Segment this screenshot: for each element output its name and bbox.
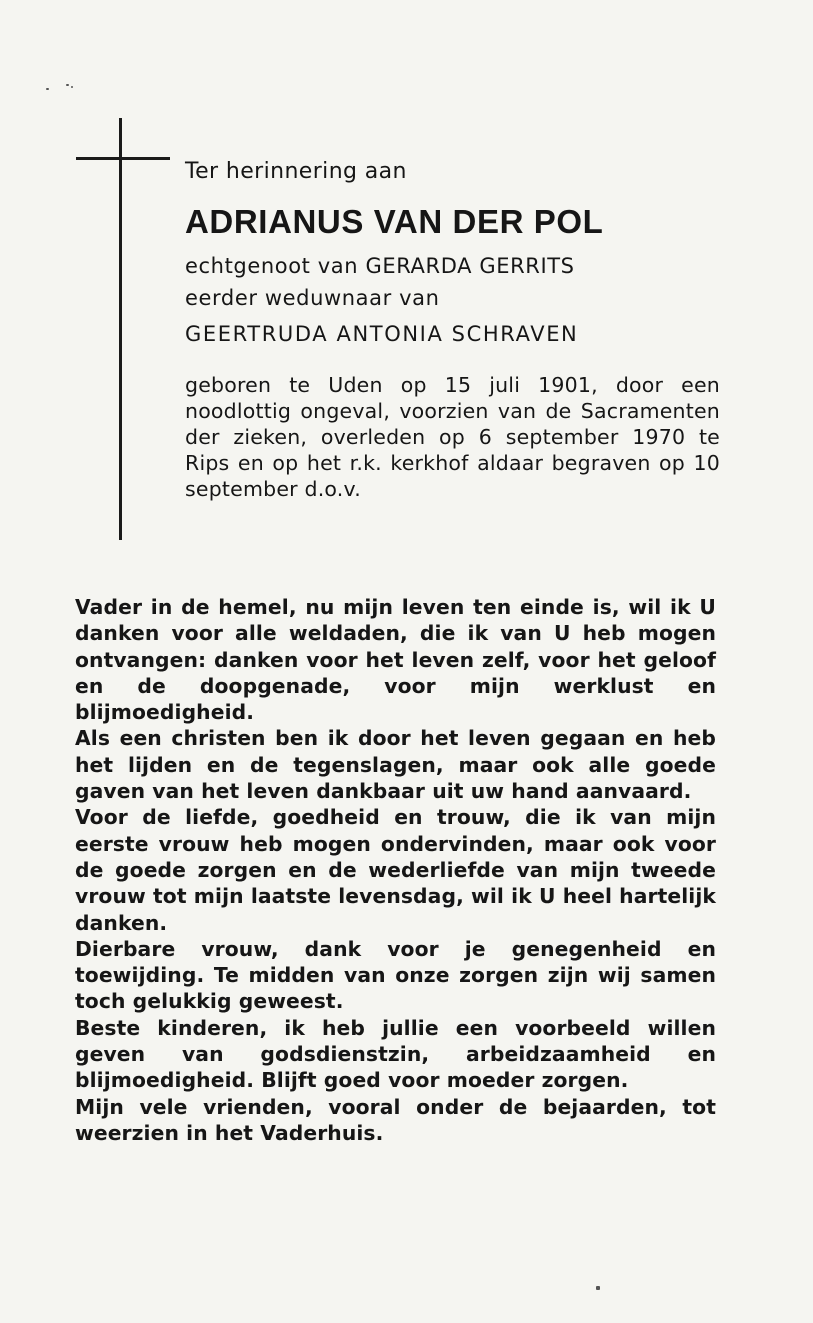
- prayer-paragraph: Dierbare vrouw, dank voor je genegenheid en toewijding. Te midden van onze zorgen zijn wij samen toch gelukkig geweest.: [75, 936, 716, 1014]
- first-wife-name: GEERTRUDA ANTONIA SCHRAVEN: [185, 322, 579, 346]
- cross-vertical-bar: [119, 118, 122, 540]
- cross-horizontal-bar: [76, 157, 170, 160]
- spouse-line: echtgenoot van GERARDA GERRITS: [185, 254, 575, 278]
- prayer-paragraph: Als een christen ben ik door het leven gegaan en heb het lijden en de tegenslagen, maar ook alle goede gaven van het leven dankbaar uit uw hand aanvaard.: [75, 726, 716, 804]
- biography-text: geboren te Uden op 15 juli 1901, door een noodlottig ongeval, voorzien van de Sacramenten der zieken, overleden op 6 september 1970 te Rips en op het r.k. kerkhof aldaar begraven op 10 september d.o.v.: [185, 373, 720, 501]
- header-block: [185, 152, 720, 502]
- prayer-text: [75, 594, 716, 1146]
- widower-line: eerder weduwnaar van: [185, 286, 440, 310]
- prayer-paragraph: Mijn vele vrienden, vooral onder de bejaarden, tot weerzien in het Vaderhuis.: [75, 1094, 716, 1145]
- prayer-paragraph: Beste kinderen, ik heb jullie een voorbeeld willen geven van godsdienstzin, arbeidzaamheid en blijmoedigheid. Blijft goed voor moeder zorgen.: [75, 1015, 716, 1093]
- intro-text: Ter herinnering aan: [185, 159, 407, 184]
- prayer-paragraph: Vader in de hemel, nu mijn leven ten einde is, wil ik U danken voor alle weldaden, die ik van U heb mogen ontvangen: danken voor het leven zelf, voor het geloof en de doopgenade, voor mijn werklust en blijmoedigheid.: [75, 595, 716, 725]
- prayer-paragraph: Voor de liefde, goedheid en trouw, die ik van mijn eerste vrouw heb mogen ondervinden, maar ook voor de goede zorgen en de wederliefde van mijn tweede vrouw tot mijn laatste levensdag, wil ik U heel hartelijk danken.: [75, 805, 716, 935]
- deceased-name: ADRIANUS VAN DER POL: [185, 203, 604, 240]
